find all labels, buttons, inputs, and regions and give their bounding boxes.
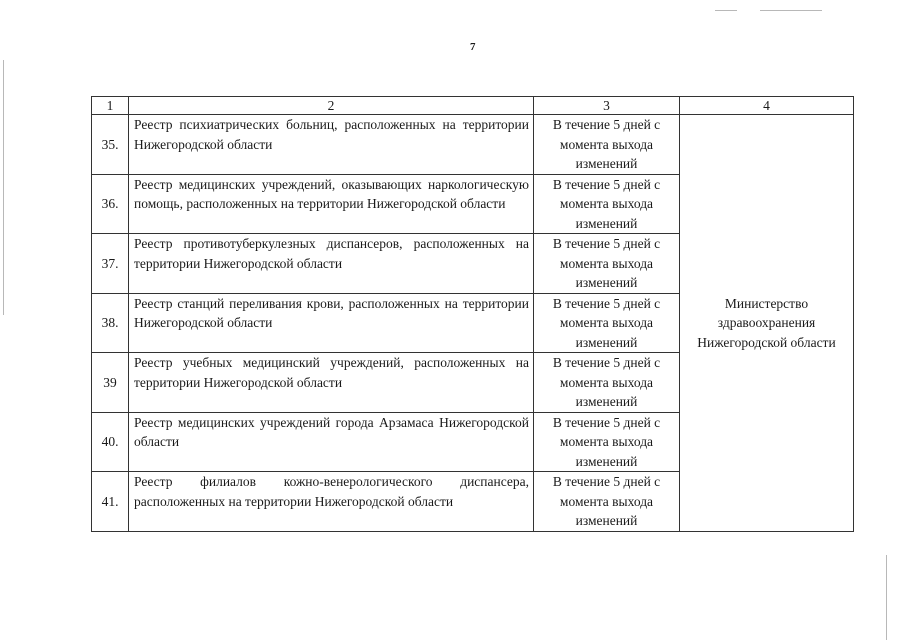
registry-name bbox=[129, 234, 534, 294]
registry-name bbox=[129, 412, 534, 472]
table-row bbox=[92, 115, 854, 175]
registry-name bbox=[129, 174, 534, 234]
registry-name-text: Реестр станций переливания крови, расположенных на территории Нижегородской области bbox=[134, 295, 529, 330]
registry-name-text: Реестр медицинских учреждений, оказывающих наркологическую помощь, расположенных на территории Нижегородской области bbox=[134, 176, 529, 211]
registry-name-text: Реестр психиатрических больниц, расположенных на территории Нижегородской области bbox=[134, 117, 529, 152]
header-row bbox=[92, 97, 854, 115]
update-period: В течение 5 дней с момента выхода изменений bbox=[534, 412, 680, 472]
row-number: 39 bbox=[92, 353, 129, 413]
registry-name-text: Реестр учебных медицинский учреждений, расположенных на территории Нижегородской области bbox=[134, 355, 529, 390]
update-period: В течение 5 дней с момента выхода изменений bbox=[534, 353, 680, 413]
row-number: 40. bbox=[92, 412, 129, 472]
row-number: 37. bbox=[92, 234, 129, 294]
row-number: 38. bbox=[92, 293, 129, 353]
registry-table bbox=[91, 96, 854, 532]
responsible-body: Министерство здравоохранения Нижегородской области bbox=[680, 115, 854, 532]
update-period: В течение 5 дней с момента выхода изменений bbox=[534, 234, 680, 294]
header-col-4: 4 bbox=[680, 97, 854, 115]
registry-name bbox=[129, 115, 534, 175]
scan-mark-top-right bbox=[715, 10, 737, 11]
update-period: В течение 5 дней с момента выхода изменений bbox=[534, 115, 680, 175]
registry-name bbox=[129, 293, 534, 353]
scan-mark-left-edge bbox=[3, 60, 4, 315]
update-period: В течение 5 дней с момента выхода изменений bbox=[534, 472, 680, 532]
registry-name bbox=[129, 353, 534, 413]
update-period: В течение 5 дней с момента выхода изменений bbox=[534, 293, 680, 353]
row-number: 35. bbox=[92, 115, 129, 175]
registry-name bbox=[129, 472, 534, 532]
row-number: 41. bbox=[92, 472, 129, 532]
registry-name-text: Реестр противотуберкулезных диспансеров, расположенных на территории Нижегородской области bbox=[134, 236, 529, 271]
page-number: 7 bbox=[470, 41, 476, 53]
header-col-3: 3 bbox=[534, 97, 680, 115]
registry-name-text: Реестр филиалов кожно-венерологического диспансера, расположенных на территории Нижегородской области bbox=[134, 474, 529, 509]
scan-mark-right-edge bbox=[886, 555, 887, 640]
header-col-2: 2 bbox=[129, 97, 534, 115]
registry-name-text: Реестр медицинских учреждений города Арзамаса Нижегородской области bbox=[134, 414, 529, 449]
row-number: 36. bbox=[92, 174, 129, 234]
header-col-1: 1 bbox=[92, 97, 129, 115]
update-period: В течение 5 дней с момента выхода изменений bbox=[534, 174, 680, 234]
scan-mark-top-right-2 bbox=[760, 10, 822, 11]
